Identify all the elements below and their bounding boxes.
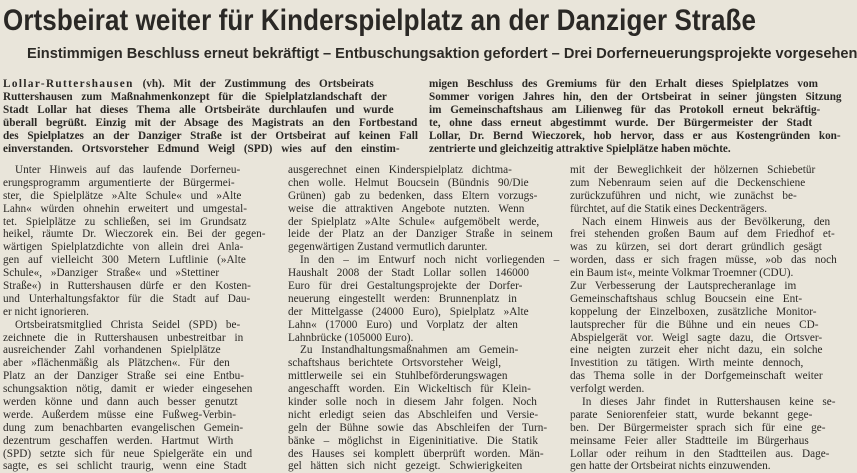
lead-text-line: zentrierte und gleichzeitig attraktive Spielplätze haben möchte. bbox=[429, 143, 731, 156]
lead-text-line: Sommer vorigen Jahres hin, den der Ortsbeirat in seiner jüngsten Sitzung bbox=[429, 91, 842, 104]
article-text-line: werde. Außerdem müsse eine Fußweg-Verbin- bbox=[3, 408, 237, 421]
article-text-line: Lahnbrücke (105000 Euro). bbox=[288, 331, 414, 344]
article-text-line: kinder solle noch in diesem Jahr folgen. Noch bbox=[288, 396, 537, 409]
article-text-line: Grünen) gab zu bedenken, dass Eltern vorzugs- bbox=[288, 189, 538, 202]
article-text-line: Zu Instandhaltungsmaßnahmen am Gemein- bbox=[300, 344, 519, 357]
article-text-line: Abspielgerät vor. Weigl sagte dazu, die Ortsver- bbox=[570, 331, 823, 344]
article-text-line: Lollar oder reihum in den Stadtteilen aus. Dage- bbox=[570, 447, 830, 460]
article-text-line: meinsame Feier aller Stadtteile im Bürgerhaus bbox=[570, 434, 809, 447]
article-text-line: gegenwärtigen Zustand vermutlich darunter. bbox=[288, 241, 488, 254]
article-text-line: zeichnete die in Ruttershausen unbestreitbar in bbox=[3, 331, 244, 344]
article-text-line: mit der Beweglichkeit der hölzernen Schiebetür bbox=[570, 164, 816, 176]
article-text-line: aber »flächenmäßig als Plätzchen«. Für den bbox=[3, 357, 230, 370]
article-text-line: Lahn« würden ohnehin erweitert und umgestal- bbox=[3, 202, 247, 215]
article-text-line: Investition zu tätigen. Wirth meinte dennoch, bbox=[570, 357, 804, 370]
article-text-line: leide der Platz an der Danziger Straße in seinem bbox=[288, 228, 553, 241]
headline: Ortsbeirat weiter für Kinderspielplatz an der Danziger Straße bbox=[3, 2, 757, 37]
article-text-line: des Hauses sei komplett überprüft worden. Män- bbox=[288, 447, 544, 460]
article-text-line: was zu kürzen, sei dort derart gründlich gesägt bbox=[570, 241, 822, 254]
article-text-line: Euro für drei Gestaltungsprojekte der Dorfer- bbox=[288, 280, 523, 293]
dateline: Lollar-Ruttershausen bbox=[3, 78, 134, 90]
lead-text-line: Ruttershausen zum Maßnahmenkonzept für die Spielplatzlandschaft der bbox=[3, 91, 387, 104]
article-text-line: angeschafft worden. Ein Wickeltisch für Klein- bbox=[288, 383, 531, 396]
lead-paragraph-left bbox=[3, 78, 424, 157]
article-text-line: weise die attraktiven Angebote nutzten. Wenn bbox=[288, 202, 525, 215]
article-text-line: bänke – möglichst in Eigeninitiative. Die Statik bbox=[288, 434, 539, 447]
article-text-line: neuerung eingestellt werden: Brunnenplatz in bbox=[288, 292, 517, 305]
article-text-line: dung zum benachbarten evangelischen Gemein- bbox=[3, 421, 244, 434]
lead-text-line: des Spielplatzes an der Danziger Straße ist der Ortsbeirat auf keinen Fall bbox=[3, 130, 418, 143]
article-text-line: der Mittelgasse (24000 Euro), Spielplatz »Alte bbox=[288, 305, 529, 318]
article-text-line: nicht erledigt seien das Abschleifen und Versie- bbox=[288, 408, 539, 421]
lead-text-line: im Gemeinschaftshaus am Lilienweg für das Protokoll erneut bekräftig- bbox=[429, 104, 821, 117]
lead-text-line: einverstanden. Ortsvorsteher Edmund Weigl (SPD) wies auf den einstim- bbox=[3, 143, 400, 156]
lead-text-line: Lollar-Ruttershausen (vh). Mit der Zustimmung des Ortsbeirats bbox=[3, 78, 374, 90]
article-text-line: Nach einem Hinweis aus der Bevölkerung, den bbox=[582, 215, 831, 228]
article-text-line: heikel, räumte Dr. Wieczorek ein. Bei der gegen- bbox=[3, 228, 266, 241]
article-text-line: gen auf vielleicht 300 Metern Luftlinie (»Alte bbox=[3, 254, 246, 267]
article-text-line: tet. Spielplätze zu schließen, sei im Grundsatz bbox=[3, 215, 247, 228]
article-text-line: Schule«, »Danziger Straße« und »Stettiner bbox=[3, 267, 220, 280]
article-text-line: In den – im Entwurf noch nicht vorliegenden – bbox=[300, 254, 560, 267]
article-text-line: ausgerechnet einen Kinderspielplatz dichtma- bbox=[288, 164, 512, 176]
article-text-line: fürchtet, auf die Statik eines Deckenträgers. bbox=[570, 202, 768, 215]
subheadline: Einstimmigen Beschluss erneut bekräftigt – Entbuschungsaktion gefordert – Drei Dorferneuerungsprojekte vorgesehen bbox=[27, 46, 857, 62]
article-text-line: mittlerweile sei ein Stuhlbeförderungswagen bbox=[288, 370, 508, 383]
article-text-line: gen hatte der Ortsbeirat nichts einzuwenden. bbox=[570, 460, 771, 473]
article-text-line: Platz an der Danziger Straße sei eine Entbu- bbox=[3, 370, 244, 383]
article-text-line: sagte, es sei schlicht traurig, wenn eine Stadt bbox=[3, 460, 247, 473]
article-text-line: Ortsbeiratsmitglied Christa Seidel (SPD) be- bbox=[15, 318, 241, 331]
lead-text-line: migen Beschluss des Gremiums für den Erhalt dieses Spielplatzes vom bbox=[429, 78, 818, 90]
body-column-1 bbox=[3, 164, 283, 473]
article-text-line: Gemeinschaftshaus schlug Boucsein eine Ent- bbox=[570, 292, 803, 305]
article-text-line: zum Nebenraum seien auf die Deckenschiene bbox=[570, 176, 806, 189]
article-text-line: und Unterhaltungsfaktor für die Stadt auf Dau- bbox=[3, 292, 251, 305]
article-text-line: In dieses Jahr findet in Ruttershausen keine se- bbox=[582, 396, 836, 409]
article-text-line: ausreichender Zahl vorhandenen Spielplätze bbox=[3, 344, 221, 357]
article-text-line: er nicht ignorieren. bbox=[3, 305, 89, 318]
article-text-line: schaftshaus berichtete Ortsvorsteher Weigl, bbox=[288, 357, 502, 370]
article-text-line: wärtigen Spielplatzdichte von allein drei Anla- bbox=[3, 241, 244, 254]
article-text-line: lautsprecher für die Bühne und ein neues CD- bbox=[570, 318, 819, 331]
article-text-line: schungsaktion nötig, damit er wieder eingesehen bbox=[3, 383, 253, 396]
article-text-line: ster, die Spielplätze »Alte Schule« und »Alte bbox=[3, 189, 242, 202]
body-column-2 bbox=[288, 164, 568, 473]
article-text-line: parate Seniorenfeier statt, wurde bekannt gege- bbox=[570, 408, 813, 421]
article-text-line: zurückzuführen und nicht, wie zunächst be- bbox=[570, 189, 797, 202]
article-text-line: gel hätten sich nicht gezeigt. Schwierigkeiten bbox=[288, 460, 523, 473]
article-text-line: werden könne und dann auch besser genutzt bbox=[3, 396, 238, 409]
article-text-line: Unter Hinweis auf das laufende Dorferneu- bbox=[15, 164, 241, 176]
body-column-3 bbox=[570, 164, 848, 473]
article-text-line: Lahn« (17000 Euro) und Vorplatz der alten bbox=[288, 318, 518, 331]
article-text-line: frei stehenden großen Baum auf dem Friedhof et- bbox=[570, 228, 835, 241]
article-text-line: Zur Verbesserung der Lautsprecheranlage im bbox=[570, 280, 797, 293]
lead-text-line: überall begrüßt. Einzig mit der Absage des Magistrats an den Fortbestand bbox=[3, 117, 418, 130]
lead-text-line: Stadt Lollar hat dieses Thema alle Ortsbeiräte durchlaufen und wurde bbox=[3, 104, 394, 117]
article-text-line: (SPD) setzte sich für neue Spielgeräte ein und bbox=[3, 447, 253, 460]
article-text-line: der Spielplatz »Alte Schule« aufgemöbelt werde, bbox=[288, 215, 540, 228]
article-text-line: worden, dass er sich fragen müsse, »ob das noch bbox=[570, 254, 837, 267]
article-text-line: ben. Der Bürgermeister sprach sich für eine ge- bbox=[570, 421, 826, 434]
article-text-line: koppelung der Einzelboxen, zusätzliche Monitor- bbox=[570, 305, 817, 318]
article-text-line: eine neigten zurzeit eher nicht dazu, ein solche bbox=[570, 344, 823, 357]
article-text-line: chen wolle. Helmut Boucsein (Bündnis 90/Die bbox=[288, 176, 529, 189]
lead-text-line: te, ohne dass erneut abgestimmt wurde. Der Bürgermeister der Stadt bbox=[429, 117, 813, 130]
article-text-line: Straße«) in Ruttershausen dürfe er den Kosten- bbox=[3, 280, 251, 293]
article-text-line: geln der Bühne sowie das Abschleifen der Turn- bbox=[288, 421, 548, 434]
article-text-line: dezentrum geschaffen werden. Hartmut Wirth bbox=[3, 434, 234, 447]
article-text-line: erungsprogramm argumentierte der Bürgermei- bbox=[3, 176, 235, 189]
lead-paragraph-right bbox=[429, 78, 849, 157]
article-text-line: das Thema solle in der Dorfgemeinschaft weiter bbox=[570, 370, 823, 383]
article-text-line: verfolgt werden. bbox=[570, 383, 645, 396]
lead-text-line: Lollar, Dr. Bernd Wieczorek, hob hervor, dass er aus Kostengründen kon- bbox=[429, 130, 841, 143]
article-text-line: ein Baum ist«, meinte Volkmar Troemner (CDU). bbox=[570, 267, 794, 280]
article-text-line: Haushalt 2008 der Stadt Lollar sollen 146000 bbox=[288, 267, 529, 280]
